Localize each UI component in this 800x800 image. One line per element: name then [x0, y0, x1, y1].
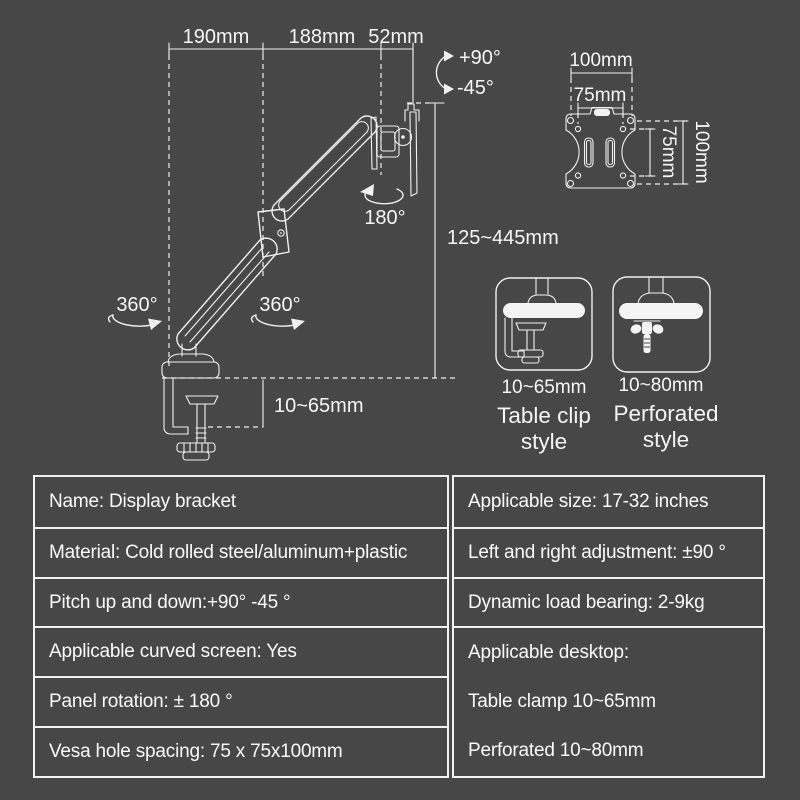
dim-label-190mm: 190mm [182, 26, 250, 48]
tilt-down-label: -45° [457, 77, 494, 99]
tilt-annotation [436, 47, 501, 99]
dim-label-52mm: 52mm [368, 26, 424, 48]
height-dimension [162, 103, 559, 378]
vesa-plate-drawing [566, 108, 635, 189]
spec-row: Applicable curved screen: Yes [35, 626, 447, 676]
spec-row: Left and right adjustment: ±90 ° [454, 527, 763, 577]
perforated-name-line2: style [642, 427, 690, 452]
perforated-style-box [613, 277, 719, 452]
vesa-width-outer-label: 100mm [569, 50, 633, 71]
spec-row: Material: Cold rolled steel/aluminum+plastic [35, 527, 447, 577]
dim-label-188mm: 188mm [288, 26, 356, 48]
table-clip-name-line1: Table clip [497, 403, 591, 428]
spec-row: Pitch up and down:+90° -45 ° [35, 577, 447, 627]
perforated-range-label: 10~80mm [618, 375, 704, 396]
spec-table-left-column [33, 475, 449, 778]
spec-row-merged [454, 626, 763, 776]
desk-thickness-label: 10~65mm [274, 395, 364, 417]
panel-rotation-label: 180° [364, 207, 406, 229]
swivel-arm-label: 360° [259, 294, 301, 316]
vesa-height-inner-label: 75mm [658, 125, 679, 179]
panel-rotation-annotation [360, 184, 406, 229]
spec-table-right-column [452, 475, 765, 778]
perforated-name-line1: Perforated [613, 401, 719, 426]
tilt-up-label: +90° [459, 47, 501, 69]
table-clip-name-line2: style [520, 429, 568, 454]
spec-merged-line: Table clamp 10~65mm [468, 691, 656, 713]
spec-merged-line: Perforated 10~80mm [468, 740, 644, 762]
spec-row: Panel rotation: ± 180 ° [35, 676, 447, 726]
table-clip-range-label: 10~65mm [501, 377, 587, 398]
height-range-label: 125~445mm [447, 227, 559, 249]
spec-row: Vesa hole spacing: 75 x 75x100mm [35, 726, 447, 776]
swivel-base-annotation [109, 294, 162, 330]
spec-row: Name: Display bracket [49, 490, 236, 512]
desk-thickness-dimension [208, 380, 364, 427]
swivel-arm-annotation [252, 294, 305, 330]
table-clip-style-box [496, 278, 592, 454]
spec-merged-line: Applicable desktop: [468, 642, 629, 664]
spec-row: Dynamic load bearing: 2-9kg [454, 577, 763, 627]
swivel-base-label: 360° [116, 294, 158, 316]
vesa-height-outer-label: 100mm [691, 120, 712, 184]
vesa-width-inner-label: 75mm [573, 85, 627, 106]
spec-row: Applicable size: 17-32 inches [468, 490, 709, 512]
